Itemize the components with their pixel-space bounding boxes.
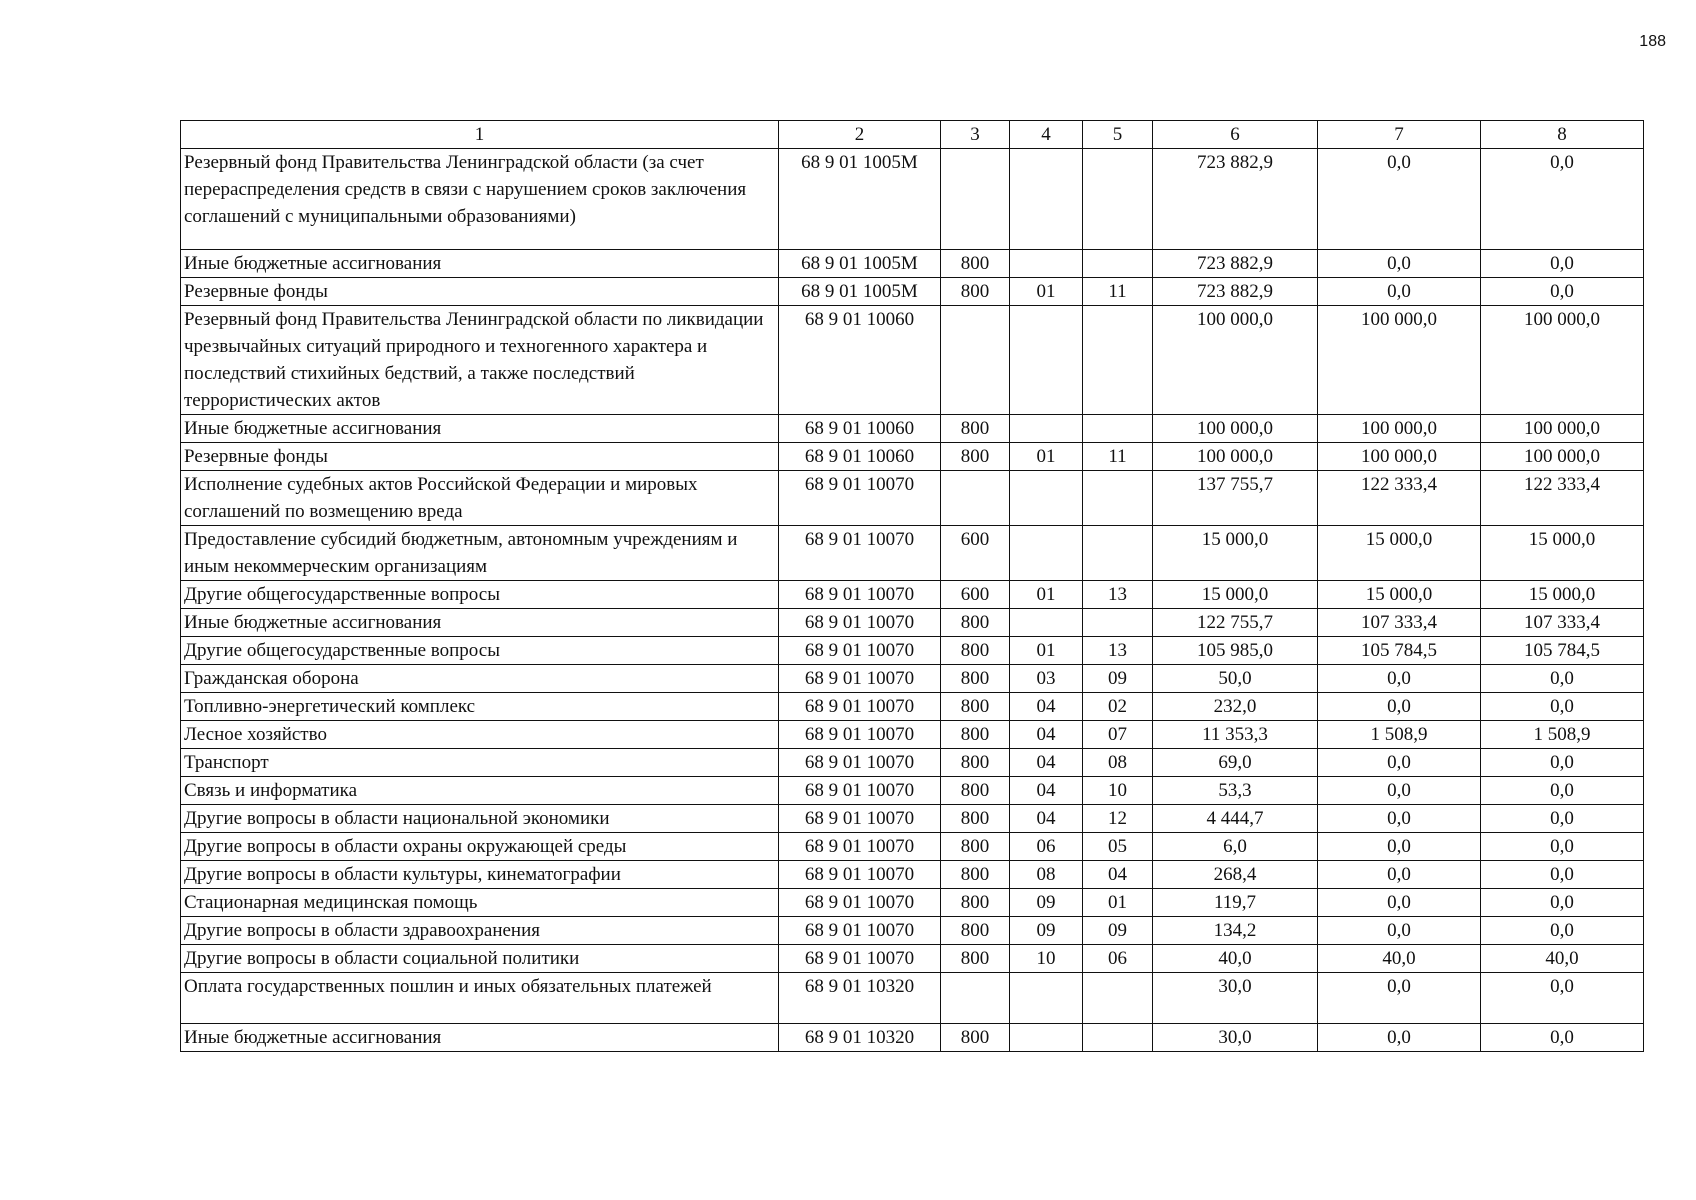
cell-amount-col8: 0,0 xyxy=(1481,1024,1644,1052)
cell-expense-type: 800 xyxy=(941,415,1010,443)
cell-expense-type: 800 xyxy=(941,637,1010,665)
cell-expense-type xyxy=(941,973,1010,1024)
cell-code: 68 9 01 10070 xyxy=(779,833,941,861)
cell-code: 68 9 01 10070 xyxy=(779,693,941,721)
cell-amount-col6: 100 000,0 xyxy=(1153,306,1318,415)
column-header: 2 xyxy=(779,121,941,149)
cell-subsection: 09 xyxy=(1083,665,1153,693)
cell-amount-col8: 15 000,0 xyxy=(1481,526,1644,581)
cell-section: 01 xyxy=(1010,581,1083,609)
cell-section: 01 xyxy=(1010,637,1083,665)
cell-amount-col6: 122 755,7 xyxy=(1153,609,1318,637)
cell-name: Резервный фонд Правительства Ленинградской области по ликвидации чрезвычайных ситуаций природного и техногенного характера и последствий стихийных бедствий, а также последствий террористических актов xyxy=(181,306,779,415)
cell-amount-col8: 0,0 xyxy=(1481,917,1644,945)
cell-subsection xyxy=(1083,250,1153,278)
cell-amount-col7: 0,0 xyxy=(1318,861,1481,889)
table-row xyxy=(181,581,1644,609)
cell-code: 68 9 01 1005М xyxy=(779,250,941,278)
cell-section: 06 xyxy=(1010,833,1083,861)
cell-name: Исполнение судебных актов Российской Федерации и мировых соглашений по возмещению вреда xyxy=(181,471,779,526)
cell-code: 68 9 01 1005М xyxy=(779,278,941,306)
cell-amount-col7: 40,0 xyxy=(1318,945,1481,973)
cell-amount-col8: 100 000,0 xyxy=(1481,415,1644,443)
table-row xyxy=(181,805,1644,833)
cell-name: Резервные фонды xyxy=(181,443,779,471)
cell-name: Гражданская оборона xyxy=(181,665,779,693)
cell-expense-type: 600 xyxy=(941,526,1010,581)
cell-code: 68 9 01 10070 xyxy=(779,777,941,805)
cell-code: 68 9 01 10060 xyxy=(779,306,941,415)
cell-amount-col6: 723 882,9 xyxy=(1153,149,1318,250)
cell-amount-col8: 0,0 xyxy=(1481,889,1644,917)
cell-expense-type: 800 xyxy=(941,805,1010,833)
table-row xyxy=(181,443,1644,471)
table-row xyxy=(181,149,1644,250)
cell-subsection xyxy=(1083,415,1153,443)
cell-amount-col8: 0,0 xyxy=(1481,665,1644,693)
cell-amount-col8: 100 000,0 xyxy=(1481,306,1644,415)
cell-amount-col6: 268,4 xyxy=(1153,861,1318,889)
cell-amount-col8: 105 784,5 xyxy=(1481,637,1644,665)
cell-section xyxy=(1010,149,1083,250)
table-row xyxy=(181,721,1644,749)
cell-amount-col6: 100 000,0 xyxy=(1153,415,1318,443)
cell-amount-col8: 0,0 xyxy=(1481,149,1644,250)
cell-code: 68 9 01 10070 xyxy=(779,526,941,581)
cell-subsection: 02 xyxy=(1083,693,1153,721)
cell-name: Транспорт xyxy=(181,749,779,777)
cell-section xyxy=(1010,526,1083,581)
table-row xyxy=(181,471,1644,526)
cell-subsection: 05 xyxy=(1083,833,1153,861)
cell-section: 04 xyxy=(1010,693,1083,721)
cell-subsection xyxy=(1083,149,1153,250)
table-header-row xyxy=(181,121,1644,149)
table-row xyxy=(181,889,1644,917)
table-row xyxy=(181,917,1644,945)
cell-name: Другие вопросы в области охраны окружающей среды xyxy=(181,833,779,861)
cell-amount-col6: 50,0 xyxy=(1153,665,1318,693)
cell-amount-col7: 0,0 xyxy=(1318,749,1481,777)
cell-amount-col7: 0,0 xyxy=(1318,917,1481,945)
cell-amount-col7: 0,0 xyxy=(1318,149,1481,250)
cell-subsection: 01 xyxy=(1083,889,1153,917)
cell-subsection xyxy=(1083,609,1153,637)
table-row xyxy=(181,278,1644,306)
cell-name: Предоставление субсидий бюджетным, автономным учреждениям и иным некоммерческим организациям xyxy=(181,526,779,581)
cell-name: Другие общегосударственные вопросы xyxy=(181,581,779,609)
cell-amount-col7: 0,0 xyxy=(1318,805,1481,833)
cell-name: Стационарная медицинская помощь xyxy=(181,889,779,917)
cell-name: Иные бюджетные ассигнования xyxy=(181,1024,779,1052)
cell-name: Другие вопросы в области национальной экономики xyxy=(181,805,779,833)
page-number: 188 xyxy=(1639,33,1666,50)
cell-code: 68 9 01 10070 xyxy=(779,721,941,749)
cell-expense-type xyxy=(941,149,1010,250)
cell-subsection: 11 xyxy=(1083,278,1153,306)
table-row xyxy=(181,665,1644,693)
cell-amount-col6: 100 000,0 xyxy=(1153,443,1318,471)
cell-amount-col7: 0,0 xyxy=(1318,777,1481,805)
table-row xyxy=(181,1024,1644,1052)
cell-amount-col6: 119,7 xyxy=(1153,889,1318,917)
cell-subsection: 04 xyxy=(1083,861,1153,889)
cell-amount-col6: 15 000,0 xyxy=(1153,581,1318,609)
cell-expense-type: 800 xyxy=(941,749,1010,777)
table-row xyxy=(181,749,1644,777)
cell-section: 03 xyxy=(1010,665,1083,693)
table-row xyxy=(181,250,1644,278)
column-header: 8 xyxy=(1481,121,1644,149)
cell-amount-col6: 723 882,9 xyxy=(1153,250,1318,278)
cell-amount-col7: 0,0 xyxy=(1318,693,1481,721)
cell-section: 04 xyxy=(1010,805,1083,833)
cell-name: Другие вопросы в области социальной политики xyxy=(181,945,779,973)
cell-subsection: 06 xyxy=(1083,945,1153,973)
cell-amount-col7: 0,0 xyxy=(1318,833,1481,861)
cell-amount-col6: 30,0 xyxy=(1153,1024,1318,1052)
cell-subsection xyxy=(1083,306,1153,415)
column-header: 1 xyxy=(181,121,779,149)
cell-subsection: 13 xyxy=(1083,581,1153,609)
cell-amount-col6: 11 353,3 xyxy=(1153,721,1318,749)
table-row xyxy=(181,693,1644,721)
cell-amount-col7: 122 333,4 xyxy=(1318,471,1481,526)
column-header: 4 xyxy=(1010,121,1083,149)
cell-amount-col8: 0,0 xyxy=(1481,805,1644,833)
cell-code: 68 9 01 10070 xyxy=(779,471,941,526)
cell-amount-col7: 0,0 xyxy=(1318,250,1481,278)
cell-code: 68 9 01 10070 xyxy=(779,805,941,833)
cell-expense-type xyxy=(941,471,1010,526)
cell-subsection xyxy=(1083,471,1153,526)
table-row xyxy=(181,526,1644,581)
table-row xyxy=(181,861,1644,889)
cell-section: 09 xyxy=(1010,917,1083,945)
cell-subsection: 09 xyxy=(1083,917,1153,945)
column-header: 3 xyxy=(941,121,1010,149)
table-row xyxy=(181,637,1644,665)
cell-amount-col7: 0,0 xyxy=(1318,1024,1481,1052)
cell-subsection: 13 xyxy=(1083,637,1153,665)
cell-amount-col8: 1 508,9 xyxy=(1481,721,1644,749)
cell-amount-col8: 15 000,0 xyxy=(1481,581,1644,609)
cell-code: 68 9 01 10070 xyxy=(779,637,941,665)
table-row xyxy=(181,945,1644,973)
table-row xyxy=(181,415,1644,443)
cell-amount-col8: 0,0 xyxy=(1481,250,1644,278)
cell-expense-type: 800 xyxy=(941,665,1010,693)
cell-amount-col7: 100 000,0 xyxy=(1318,306,1481,415)
cell-expense-type xyxy=(941,306,1010,415)
cell-amount-col6: 134,2 xyxy=(1153,917,1318,945)
table-row xyxy=(181,973,1644,1024)
cell-subsection xyxy=(1083,973,1153,1024)
cell-code: 68 9 01 10070 xyxy=(779,665,941,693)
cell-amount-col8: 0,0 xyxy=(1481,749,1644,777)
cell-amount-col7: 100 000,0 xyxy=(1318,415,1481,443)
cell-section xyxy=(1010,471,1083,526)
cell-expense-type: 800 xyxy=(941,917,1010,945)
cell-code: 68 9 01 10070 xyxy=(779,945,941,973)
cell-expense-type: 800 xyxy=(941,443,1010,471)
cell-amount-col6: 30,0 xyxy=(1153,973,1318,1024)
cell-section xyxy=(1010,973,1083,1024)
cell-amount-col7: 100 000,0 xyxy=(1318,443,1481,471)
cell-section: 04 xyxy=(1010,777,1083,805)
cell-amount-col7: 0,0 xyxy=(1318,278,1481,306)
cell-amount-col7: 15 000,0 xyxy=(1318,581,1481,609)
cell-section xyxy=(1010,306,1083,415)
cell-amount-col7: 15 000,0 xyxy=(1318,526,1481,581)
cell-subsection: 08 xyxy=(1083,749,1153,777)
cell-name: Иные бюджетные ассигнования xyxy=(181,609,779,637)
cell-amount-col7: 105 784,5 xyxy=(1318,637,1481,665)
cell-name: Другие вопросы в области культуры, кинематографии xyxy=(181,861,779,889)
cell-section: 01 xyxy=(1010,278,1083,306)
cell-name: Другие общегосударственные вопросы xyxy=(181,637,779,665)
cell-subsection: 07 xyxy=(1083,721,1153,749)
cell-name: Оплата государственных пошлин и иных обязательных платежей xyxy=(181,973,779,1024)
cell-name: Резервный фонд Правительства Ленинградской области (за счет перераспределения средств в связи с нарушением сроков заключения соглашений с муниципальными образованиями) xyxy=(181,149,779,250)
cell-section xyxy=(1010,415,1083,443)
table-row xyxy=(181,833,1644,861)
cell-section xyxy=(1010,609,1083,637)
cell-expense-type: 800 xyxy=(941,721,1010,749)
cell-name: Другие вопросы в области здравоохранения xyxy=(181,917,779,945)
cell-expense-type: 800 xyxy=(941,945,1010,973)
cell-expense-type: 800 xyxy=(941,250,1010,278)
cell-code: 68 9 01 10070 xyxy=(779,861,941,889)
cell-code: 68 9 01 10320 xyxy=(779,973,941,1024)
table-row xyxy=(181,306,1644,415)
cell-amount-col6: 723 882,9 xyxy=(1153,278,1318,306)
cell-expense-type: 800 xyxy=(941,1024,1010,1052)
cell-amount-col7: 1 508,9 xyxy=(1318,721,1481,749)
cell-amount-col8: 0,0 xyxy=(1481,693,1644,721)
cell-section: 04 xyxy=(1010,749,1083,777)
cell-amount-col6: 69,0 xyxy=(1153,749,1318,777)
table-row xyxy=(181,777,1644,805)
cell-name: Лесное хозяйство xyxy=(181,721,779,749)
cell-amount-col8: 0,0 xyxy=(1481,833,1644,861)
cell-code: 68 9 01 10060 xyxy=(779,415,941,443)
cell-amount-col6: 53,3 xyxy=(1153,777,1318,805)
cell-name: Иные бюджетные ассигнования xyxy=(181,250,779,278)
column-header: 5 xyxy=(1083,121,1153,149)
cell-amount-col8: 0,0 xyxy=(1481,973,1644,1024)
cell-amount-col8: 40,0 xyxy=(1481,945,1644,973)
cell-subsection: 11 xyxy=(1083,443,1153,471)
cell-subsection: 12 xyxy=(1083,805,1153,833)
cell-subsection xyxy=(1083,526,1153,581)
cell-expense-type: 800 xyxy=(941,693,1010,721)
column-header: 6 xyxy=(1153,121,1318,149)
cell-amount-col8: 0,0 xyxy=(1481,278,1644,306)
cell-section xyxy=(1010,1024,1083,1052)
cell-expense-type: 800 xyxy=(941,609,1010,637)
cell-amount-col7: 107 333,4 xyxy=(1318,609,1481,637)
cell-expense-type: 800 xyxy=(941,861,1010,889)
cell-section: 08 xyxy=(1010,861,1083,889)
cell-code: 68 9 01 10320 xyxy=(779,1024,941,1052)
cell-code: 68 9 01 10070 xyxy=(779,889,941,917)
cell-amount-col7: 0,0 xyxy=(1318,973,1481,1024)
cell-expense-type: 800 xyxy=(941,889,1010,917)
cell-expense-type: 800 xyxy=(941,278,1010,306)
cell-section: 01 xyxy=(1010,443,1083,471)
cell-expense-type: 600 xyxy=(941,581,1010,609)
cell-section: 10 xyxy=(1010,945,1083,973)
cell-section: 04 xyxy=(1010,721,1083,749)
cell-expense-type: 800 xyxy=(941,833,1010,861)
cell-amount-col6: 137 755,7 xyxy=(1153,471,1318,526)
cell-amount-col7: 0,0 xyxy=(1318,665,1481,693)
cell-name: Иные бюджетные ассигнования xyxy=(181,415,779,443)
cell-amount-col7: 0,0 xyxy=(1318,889,1481,917)
cell-amount-col6: 6,0 xyxy=(1153,833,1318,861)
cell-subsection xyxy=(1083,1024,1153,1052)
cell-name: Резервные фонды xyxy=(181,278,779,306)
cell-subsection: 10 xyxy=(1083,777,1153,805)
cell-amount-col8: 100 000,0 xyxy=(1481,443,1644,471)
cell-section xyxy=(1010,250,1083,278)
cell-amount-col8: 0,0 xyxy=(1481,777,1644,805)
cell-amount-col8: 122 333,4 xyxy=(1481,471,1644,526)
cell-amount-col6: 4 444,7 xyxy=(1153,805,1318,833)
cell-code: 68 9 01 10070 xyxy=(779,917,941,945)
cell-name: Топливно-энергетический комплекс xyxy=(181,693,779,721)
budget-table xyxy=(180,120,1644,1052)
cell-amount-col6: 232,0 xyxy=(1153,693,1318,721)
cell-amount-col8: 107 333,4 xyxy=(1481,609,1644,637)
cell-amount-col6: 105 985,0 xyxy=(1153,637,1318,665)
cell-name: Связь и информатика xyxy=(181,777,779,805)
table-row xyxy=(181,609,1644,637)
cell-amount-col8: 0,0 xyxy=(1481,861,1644,889)
cell-code: 68 9 01 10070 xyxy=(779,581,941,609)
cell-code: 68 9 01 10070 xyxy=(779,609,941,637)
cell-code: 68 9 01 1005М xyxy=(779,149,941,250)
cell-amount-col6: 15 000,0 xyxy=(1153,526,1318,581)
cell-code: 68 9 01 10060 xyxy=(779,443,941,471)
cell-section: 09 xyxy=(1010,889,1083,917)
cell-code: 68 9 01 10070 xyxy=(779,749,941,777)
cell-amount-col6: 40,0 xyxy=(1153,945,1318,973)
column-header: 7 xyxy=(1318,121,1481,149)
cell-expense-type: 800 xyxy=(941,777,1010,805)
